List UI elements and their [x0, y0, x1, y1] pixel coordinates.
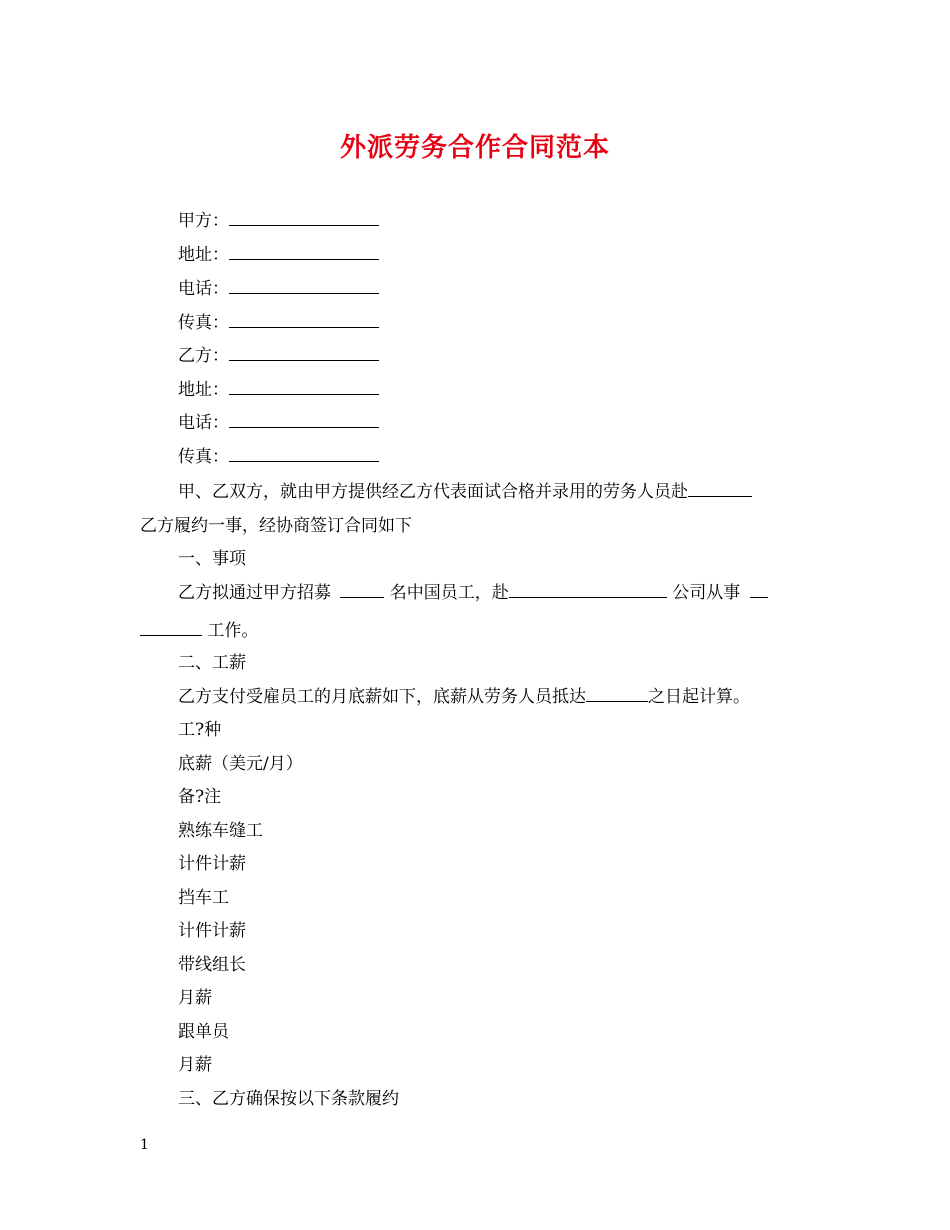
party-a-phone-blank [229, 277, 379, 294]
document-title: 外派劳务合作合同范本 [339, 133, 610, 163]
job-blank-part-2 [140, 619, 202, 636]
wage-item: 计件计薪 [178, 854, 246, 874]
intro-text-2: 乙方履约一事，经协商签订合同如下 [140, 516, 412, 536]
intro-line-1 [178, 480, 752, 504]
party-b-fax-label: 传真： [178, 447, 229, 467]
wage-item: 底薪（美元/月） [178, 754, 303, 774]
job-blank-part-1 [750, 581, 768, 598]
section-2-line-1 [178, 685, 750, 709]
section-2-heading: 二、工薪 [178, 653, 246, 673]
party-a-name-label: 甲方： [178, 211, 229, 231]
party-a-phone-label: 电话： [178, 279, 229, 299]
party-b-address-line [178, 378, 379, 402]
party-b-fax-line [178, 445, 379, 469]
party-a-name-blank [229, 209, 379, 226]
section-2-text-2: 之日起计算。 [648, 687, 750, 707]
section-1-text-1: 乙方拟通过甲方招募 [178, 583, 337, 603]
wage-item: 跟单员 [178, 1022, 229, 1042]
party-a-fax-blank [229, 311, 379, 328]
section-1-text-2: 名中国员工，赴 [384, 583, 509, 603]
wage-item: 备?注 [178, 787, 222, 807]
party-a-phone-line [178, 277, 379, 301]
intro-text-1: 甲、乙双方，就由甲方提供经乙方代表面试合格并录用的劳务人员赴 [178, 482, 688, 502]
party-b-name-blank [229, 344, 379, 361]
party-b-name-line [178, 344, 379, 368]
section-2-text-1: 乙方支付受雇员工的月底薪如下，底薪从劳务人员抵达 [178, 687, 586, 707]
wage-item: 熟练车缝工 [178, 821, 263, 841]
section-1-heading: 一、事项 [178, 549, 246, 569]
arrival-blank [586, 685, 648, 702]
section-1-line-2 [140, 619, 258, 643]
party-b-phone-line [178, 411, 379, 435]
section-1-text-4: 工作。 [202, 621, 259, 641]
wage-item: 工?种 [178, 720, 222, 740]
party-b-phone-label: 电话： [178, 413, 229, 433]
party-a-address-line [178, 243, 379, 267]
party-b-name-label: 乙方： [178, 346, 229, 366]
intro-line-2 [140, 514, 412, 538]
party-a-address-blank [229, 243, 379, 260]
party-b-phone-blank [229, 411, 379, 428]
section-1-line-1 [178, 581, 768, 605]
party-a-name-line [178, 209, 379, 233]
page-number: 1 [140, 1137, 149, 1153]
wage-item: 月薪 [178, 1055, 212, 1075]
destination-blank [688, 480, 752, 497]
party-b-address-label: 地址： [178, 380, 229, 400]
section-3-heading: 三、乙方确保按以下条款履约 [178, 1089, 399, 1109]
wage-item: 带线组长 [178, 955, 246, 975]
wage-item: 月薪 [178, 988, 212, 1008]
wage-item: 挡车工 [178, 888, 229, 908]
employee-count-blank [340, 581, 384, 598]
party-a-address-label: 地址： [178, 245, 229, 265]
party-a-fax-label: 传真： [178, 313, 229, 333]
section-1-text-3: 公司从事 [666, 583, 746, 603]
company-blank [509, 581, 667, 598]
party-a-fax-line [178, 311, 379, 335]
party-b-fax-blank [229, 445, 379, 462]
wage-item: 计件计薪 [178, 921, 246, 941]
party-b-address-blank [229, 378, 379, 395]
